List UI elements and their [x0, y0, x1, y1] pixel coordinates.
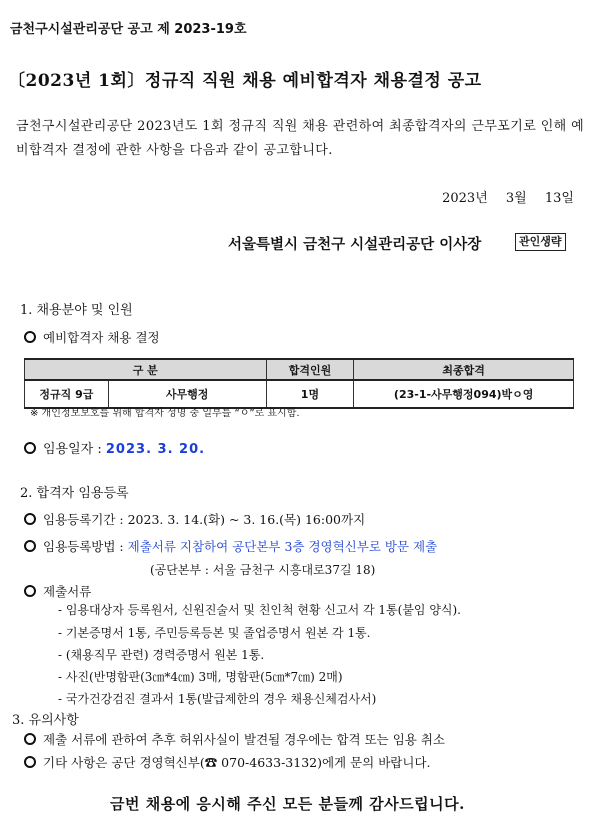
section1-bullet [24, 328, 160, 346]
registration-method [24, 537, 437, 555]
circle-bullet-icon [24, 756, 36, 768]
table-header-category: 구 분 [25, 359, 267, 380]
required-docs-label: 제출서류 [43, 584, 92, 599]
circle-bullet-icon [24, 331, 36, 343]
recruit-table [24, 358, 574, 409]
circle-bullet-icon [24, 733, 36, 745]
section3-heading: 3. 유의사항 [12, 713, 79, 728]
privacy-note: ※ 개인정보보호를 위해 합격자 성명 중 일부를 “ㅇ”로 표시함. [30, 408, 300, 419]
appointment-date-line [24, 438, 205, 457]
intro-paragraph: 금천구시설관리공단 2023년도 1회 정규직 직원 채용 관련하여 최종합격자의 근무포기로 인해 예비합격자 결정에 관한 사항을 다음과 같이 공고합니다. [16, 119, 585, 158]
list-item: - (채용직무 관련) 경력증명서 원본 1통. [58, 648, 265, 662]
table-header-count: 합격인원 [266, 359, 354, 380]
appointment-date-label: 임용일자 : [43, 442, 102, 457]
table-cell-final: (23-1-사무행정094)박ㅇ영 [354, 380, 574, 408]
table-header-row [25, 359, 574, 380]
circle-bullet-icon [24, 513, 36, 525]
list-item: - 기본증명서 1통, 주민등록등본 및 졸업증명서 원본 각 1통. [58, 626, 371, 640]
date-year: 2023년 [442, 191, 488, 206]
notice-title: 〔2023년 1회〕정규직 직원 채용 예비합격자 채용결정 공고 [8, 71, 482, 91]
list-item: - 사진(반명함판(3㎝*4㎝) 3매, 명함판(5㎝*7㎝) 2매) [58, 670, 343, 684]
list-item: - 임용대상자 등록원서, 신원진술서 및 친인척 현황 신고서 각 1통(붙임 양식). [58, 603, 461, 617]
list-item: - 국가건강검진 결과서 1통(발급제한의 경우 채용신체검사서) [58, 692, 377, 706]
notice-date [428, 187, 574, 206]
required-docs-heading [24, 582, 91, 600]
contact-item [24, 753, 431, 771]
registration-period-text: 임용등록기간 : 2023. 3. 14.(화) ~ 3. 16.(목) 16:00까지 [43, 512, 366, 527]
date-day: 13일 [544, 191, 574, 206]
registration-method-label: 임용등록방법 : [43, 539, 124, 554]
section1-heading: 1. 채용분야 및 인원 [20, 303, 133, 318]
table-header-final: 최종합격 [354, 359, 574, 380]
headquarters-address: (공단본부 : 서울 금천구 시흥대로37길 18) [150, 563, 376, 577]
circle-bullet-icon [24, 585, 36, 597]
registration-period [24, 510, 365, 528]
contact-item-text: 기타 사항은 공단 경영혁신부(☎ 070-4633-3132)에게 문의 바랍니다. [43, 755, 431, 770]
circle-bullet-icon [24, 442, 36, 454]
issuer-name: 서울특별시 금천구 시설관리공단 이사장 [228, 236, 482, 253]
notice-number: 금천구시설관리공단 공고 제 2023-19호 [10, 22, 247, 37]
closing-message: 금번 채용에 응시해 주신 모든 분들께 감사드립니다. [110, 795, 465, 813]
caution-item [24, 730, 445, 748]
appointment-date-value: 2023. 3. 20. [105, 442, 206, 457]
registration-method-value: 제출서류 지참하여 공단본부 3층 경영혁신부로 방문 제출 [127, 539, 438, 554]
table-cell-field: 사무행정 [108, 380, 266, 408]
table-cell-count: 1명 [266, 380, 354, 408]
seal-omitted-stamp: 관인생략 [515, 233, 566, 251]
table-cell-grade: 정규직 9급 [25, 380, 109, 408]
caution-item-text: 제출 서류에 관하여 추후 허위사실이 발견될 경우에는 합격 또는 임용 취소 [43, 732, 445, 747]
section1-bullet-text: 예비합격자 채용 결정 [43, 330, 160, 345]
section2-heading: 2. 합격자 임용등록 [20, 486, 129, 501]
circle-bullet-icon [24, 540, 36, 552]
date-month: 3월 [505, 191, 527, 206]
